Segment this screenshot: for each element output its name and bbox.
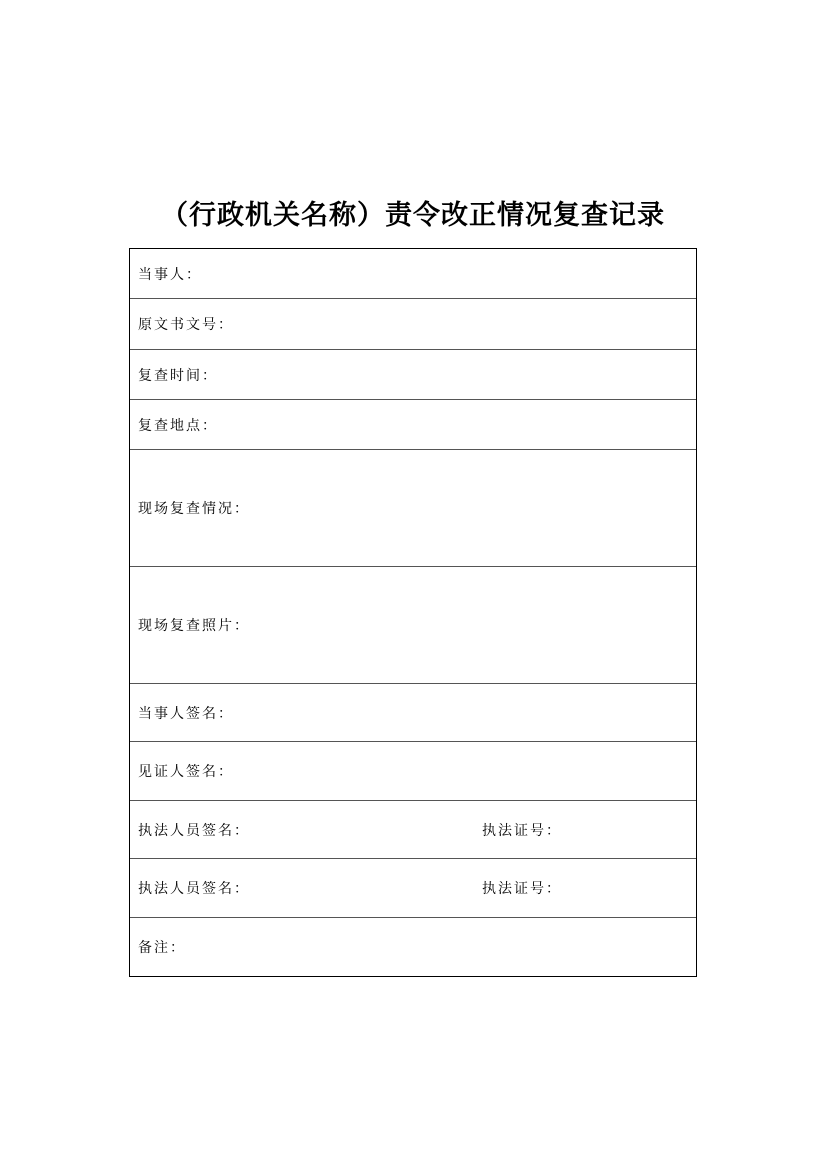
form-row-officer-1 [130,801,696,859]
officer-signature-label: 执法人员签名： [138,822,250,839]
form-row-original-doc-no [130,299,696,350]
review-time-label: 复查时间： [138,367,218,384]
review-record-form [129,248,697,977]
original-doc-no-label: 原文书文号： [138,317,234,333]
form-row-witness-signature [130,742,696,801]
form-row-remarks [130,918,696,976]
remarks-label: 备注： [138,940,186,956]
form-row-review-time [130,350,696,400]
onsite-review-label: 现场复查情况： [138,501,250,517]
officer-signature-label: 执法人员签名： [138,881,250,897]
form-row-party-signature [130,684,696,742]
onsite-photos-label: 现场复查照片： [138,618,250,634]
officer-cert-no-label: 执法证号： [482,881,562,897]
review-location-label: 复查地点： [138,417,218,434]
form-row-party [130,249,696,299]
form-row-onsite-photos [130,567,696,684]
party-signature-label: 当事人签名： [138,705,234,722]
party-label: 当事人： [138,266,202,283]
form-row-officer-2 [130,859,696,918]
form-row-review-location [130,400,696,450]
form-row-onsite-review [130,450,696,567]
witness-signature-label: 见证人签名： [138,764,234,780]
officer-cert-no-label: 执法证号： [482,822,562,839]
page-title: （行政机关名称）责令改正情况复查记录 [161,200,665,231]
